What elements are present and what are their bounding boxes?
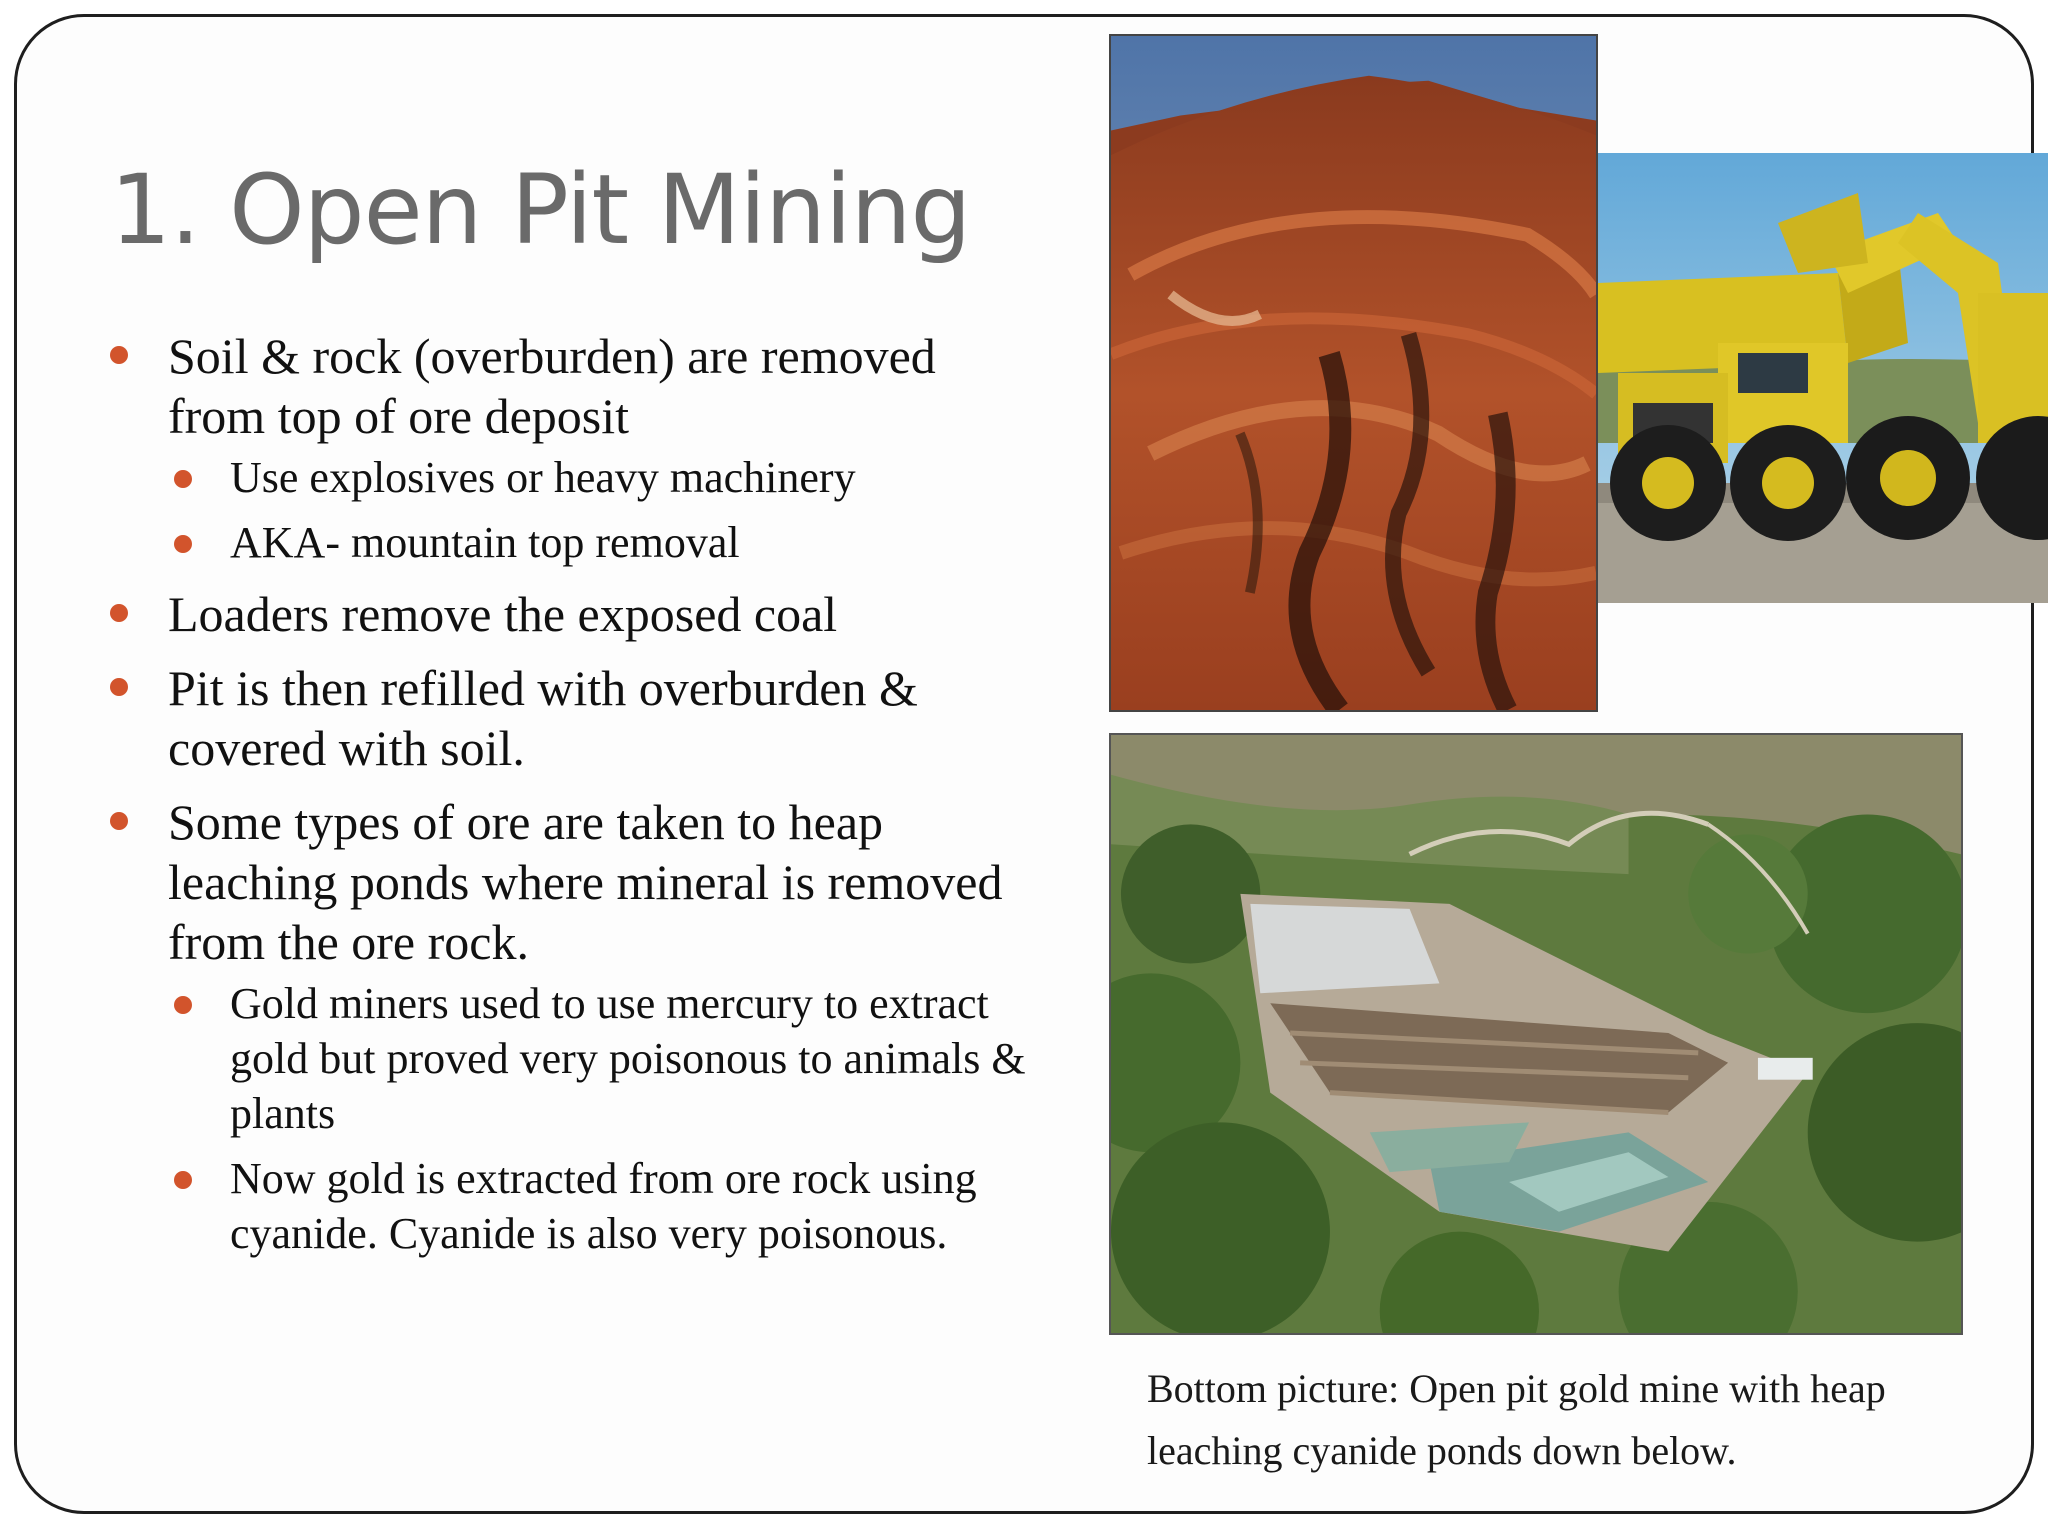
sub-bullet-list [168,450,1034,570]
bullet-item [104,792,1034,1261]
sub-bullet-text: AKA- mountain top removal [230,518,740,567]
sub-bullet-item [168,450,1034,505]
sub-bullet-dot-icon [174,1171,192,1189]
bullet-dot-icon [110,604,128,622]
bullet-text: Soil & rock (overburden) are removed from top of ore deposit [168,328,936,444]
sub-bullet-item [168,515,1034,570]
sub-bullet-dot-icon [174,470,192,488]
heap-leaching-ponds-photo [1109,733,1963,1335]
sub-bullet-text: Now gold is extracted from ore rock using cyanide. Cyanide is also very poisonous. [230,1154,977,1258]
slide-title: 1. Open Pit Mining [110,154,971,266]
bullet-text: Loaders remove the exposed coal [168,586,838,642]
sub-bullet-dot-icon [174,535,192,553]
sub-bullet-list [168,976,1034,1261]
bullet-dot-icon [110,812,128,830]
bullet-text: Pit is then refilled with overburden & covered with soil. [168,660,918,776]
sub-bullet-item [168,1151,1034,1261]
bullet-list [104,326,1034,1275]
bullet-item [104,584,1034,644]
open-pit-mine-photo [1109,34,1598,712]
sub-bullet-text: Gold miners used to use mercury to extract gold but proved very poisonous to animals & plants [230,979,1026,1138]
sub-bullet-dot-icon [174,996,192,1014]
sub-bullet-item [168,976,1034,1141]
bullet-item [104,658,1034,778]
photo-caption: Bottom picture: Open pit gold mine with heap leaching cyanide ponds down below. [1147,1366,1886,1473]
bullet-dot-icon [110,346,128,364]
bullet-item [104,326,1034,570]
haul-truck-loader-photo [1598,153,2048,603]
bullet-text: Some types of ore are taken to heap leaching ponds where mineral is removed from the ore rock. [168,794,1003,970]
sub-bullet-text: Use explosives or heavy machinery [230,453,856,502]
bullet-dot-icon [110,678,128,696]
